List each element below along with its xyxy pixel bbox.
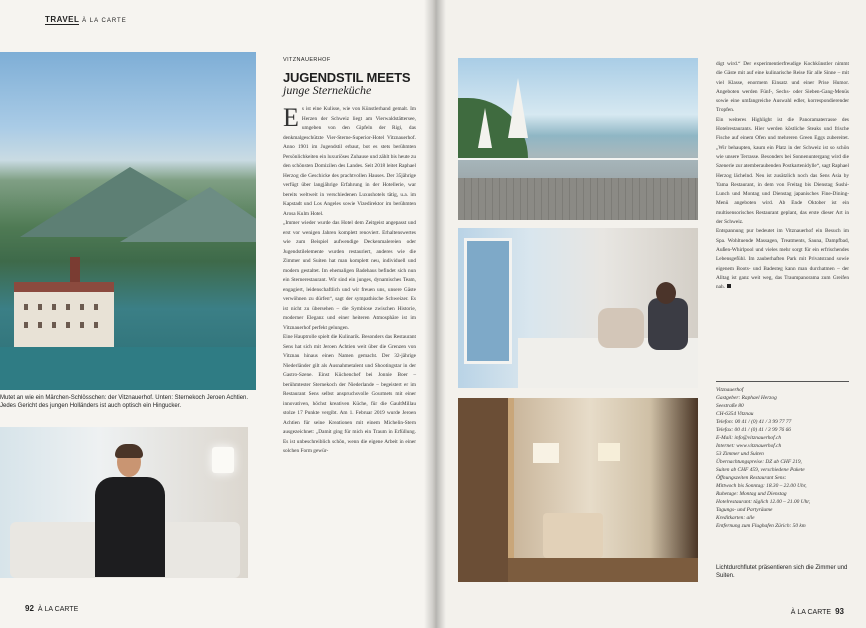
info-line: Seestraße 80 [716, 403, 744, 409]
info-line: Telefon: 00 41 / (0) 41 / 3 99 77 77 [716, 419, 792, 425]
article-paragraph: Ein weiteres Highlight ist die Panoramaterrasse des Hotelrestaurants. Hier werden köstliche Steaks und frische Fische auf einem Ofen und mehreren Green Eggs zubereitet. „Wir behaupten, kaum ein Platz in der Schweiz ist so schön wie unsere Terrasse. Besonders bei Sonnenuntergang wird die Szenerie zur atemberaubenden Postkartenidylle“, sagt Raphael Herzog lächelnd. Neu ist zusätzlich noch das Sens Asia by Yama Restaurant, in dem von Freitag bis Dienstag Sushi-Lunch und Montag und Dienstag japanisches Fine-Dining-Menü angeboten wird. Ab Ende Oktober ist ein multisensorisches Restaurant geplant, das erste dieser Art in der Schweiz. [716, 116, 849, 226]
article-subhead: junge Sterneküche [283, 83, 372, 97]
article-continuation [716, 60, 849, 292]
article-headline: JUGENDSTIL MEETS [283, 70, 411, 85]
info-line: Tagungs- und Partyräume [716, 507, 773, 513]
info-line: Telefax: 00 41 / (0) 41 / 3 99 76 66 [716, 427, 791, 433]
suite-photo [458, 398, 698, 582]
info-line: Ruhetage: Montag und Dienstag [716, 491, 787, 497]
folio-label: À LA CARTE [790, 609, 832, 616]
info-line: Suiten ab CHF 459, verschiedene Pakete [716, 467, 805, 473]
article-kicker: VITZNAUERHOF [283, 57, 331, 63]
article-paragraph: Entspannung pur bedeutet im Vitznauerhof ein Besuch im Spa. Wohltuende Massagen, Treatments, Sauna, Dampfbad, Außen-Whirlpool und vieles mehr sorgt für ein erfrischendes Lebensgefühl. Im zauberhaften Park mit Privatstrand sowie eigenem Boots- und Badesteg kann man durchatmen – der Alltag ist ganz weit weg, das Traumpanorama zum Greifen nah. [716, 228, 849, 291]
info-line: Öffnungszeiten Restaurant Sens: [716, 475, 787, 481]
terrace-photo [458, 58, 698, 220]
section-subtitle: À LA CARTE [82, 18, 127, 24]
article-paragraph: Es ist eine Kulisse, wie von Künstlerhand gemalt. Im Herzen der Schweiz liegt am Vierwaldstättersee, umgeben von den Gipfeln der Rigi, das denkmalgeschützte Vier-Sterne-Superior-Hotel Vitznauerhof. Anno 1901 im Jugendstil erbaut, bot es stets berühmten Persönlichkeiten ein luxuriöses Zuhause und zählt bis heute zu den schönsten Domizilen des Landes. Seit 2018 leitet Raphael Herzog die Geschicke des prachtvollen Hauses. Der 35jährige verfügt über langjährige Erfahrung in der Hotellerie, war bereits weltweit in verschiedenen Luxushotels tätig, u.a. im Kapstadt und Los Angeles sowie Vizedirektor im berühmten Arosa Kulm Hotel. [283, 103, 416, 217]
info-line: Kreditkarten: alle [716, 515, 755, 521]
chef-portrait-photo [0, 427, 248, 578]
info-line: Mittwoch bis Sonntag: 18.30 – 22.00 Uhr, [716, 483, 807, 489]
section-title: TRAVEL [45, 15, 80, 24]
info-line: CH-6354 Vitznau [716, 411, 754, 417]
info-line: Vitznauerhof [716, 387, 744, 393]
info-line: Übernachtungspreise: DZ ab CHF 219, [716, 459, 802, 465]
end-mark [727, 284, 731, 288]
bedroom-photo [458, 228, 698, 388]
page-number: 93 [835, 607, 844, 616]
article-paragraph: „Immer wieder wurde das Hotel dem Zeitgeist angepasst und erst vor wenigen Jahren komplett renoviert. Erhaltenswertes wie zum Beispiel aufwendige Deckenmalereien oder Jugendstilelemente wurden restauriert, anderes wie die Zimmer und Suiten hat man komplett neu, individuell und modern gestaltet. Im ehemaligen Badehaus befindet sich nun ein Sternerestaurant. Wir sind ein junges, dynamisches Team, engagiert, leidenschaftlich und wir freuen uns, unsere Gäste verwöhnen zu dürfen“, sagt der sympathische Schweizer. Es ist nicht zu übersehen – die Symbiose zwischen Historie, moderner Eleganz und einer heiteren Atmosphäre ist im Vitznauerhof perfekt gelungen. [283, 220, 416, 331]
article-paragraph: digt wird.“ Der experimentierfreudige Kochkünstler nimmt die Gäste mit auf eine kulinarische Reise für alle Sinne – mit viel Klasse, enormem Einsatz und einer Prise Humor. Angeboten werden Fünf-, Sechs- oder Sieben-Gang-Menüs sowie eine umfangreiche Auswahl edler, korrespondierender Tropfen. [716, 61, 849, 114]
page-gutter-shadow [424, 0, 446, 628]
info-line: Entfernung zum Flughafen Zürich: 50 km [716, 523, 806, 529]
info-line: Hotelrestaurant: täglich 12.00 – 21.00 Uhr, [716, 499, 811, 505]
info-line: Gastgeber: Raphael Herzog [716, 395, 777, 401]
drop-cap: E [283, 103, 299, 132]
left-folio [25, 604, 78, 613]
folio-label: À LA CARTE [37, 606, 79, 613]
left-photo-caption: Mutet an wie ein Märchen-Schlösschen: der Vitznauerhof. Unten: Sternekoch Jeroen Achtien. Jedes Gericht des jungen Holländers ist auch optisch ein Hingucker. [0, 395, 249, 410]
article-column [283, 57, 416, 457]
info-line: Internet: www.vitznauerhof.ch [716, 443, 782, 449]
right-folio [791, 607, 844, 616]
page-number: 92 [25, 604, 34, 613]
article-body [283, 105, 416, 457]
right-photo-caption: Lichtdurchflutet präsentieren sich die Zimmer und Suiten. [716, 565, 848, 580]
hotel-info-box [716, 381, 849, 530]
right-page [433, 0, 866, 628]
section-header [45, 15, 127, 24]
article-paragraph: Eine Hauptrolle spielt die Kulinarik. Besonders das Restaurant Sens hat sich mit Jeroen Achtien weit über die Grenzen von Vitznau hinaus einen Namen gemacht. Der 32-jährige Niederländer gilt als Ausnahmetalent und Shootingstar in der Gastro-Szene. Einst Küchenchef bei Jonnie Boer – berühmtester Sternekoch der Niederlande – begeistert er im Restaurant Sens selbst anspruchsvolle Gourmets mit einer innovativen, höchst kreativen Küche, für die GaultMillau stolze 17 Punkte vergibt. Am 1. Februar 2019 wurde Jeroen Achtien für seine Kreationen mit einem Michelin-Stern ausgezeichnet: „Damit ging für mich ein Traum in Erfüllung. Es ist unbeschreiblich schön, wenn die eigene Arbeit in einer solchen Form gewür- [283, 334, 416, 454]
hotel-lake-photo [0, 52, 256, 390]
info-line: E-Mail: info@vitznauerhof.ch [716, 435, 782, 441]
info-line: 53 Zimmer und Suiten [716, 451, 764, 457]
